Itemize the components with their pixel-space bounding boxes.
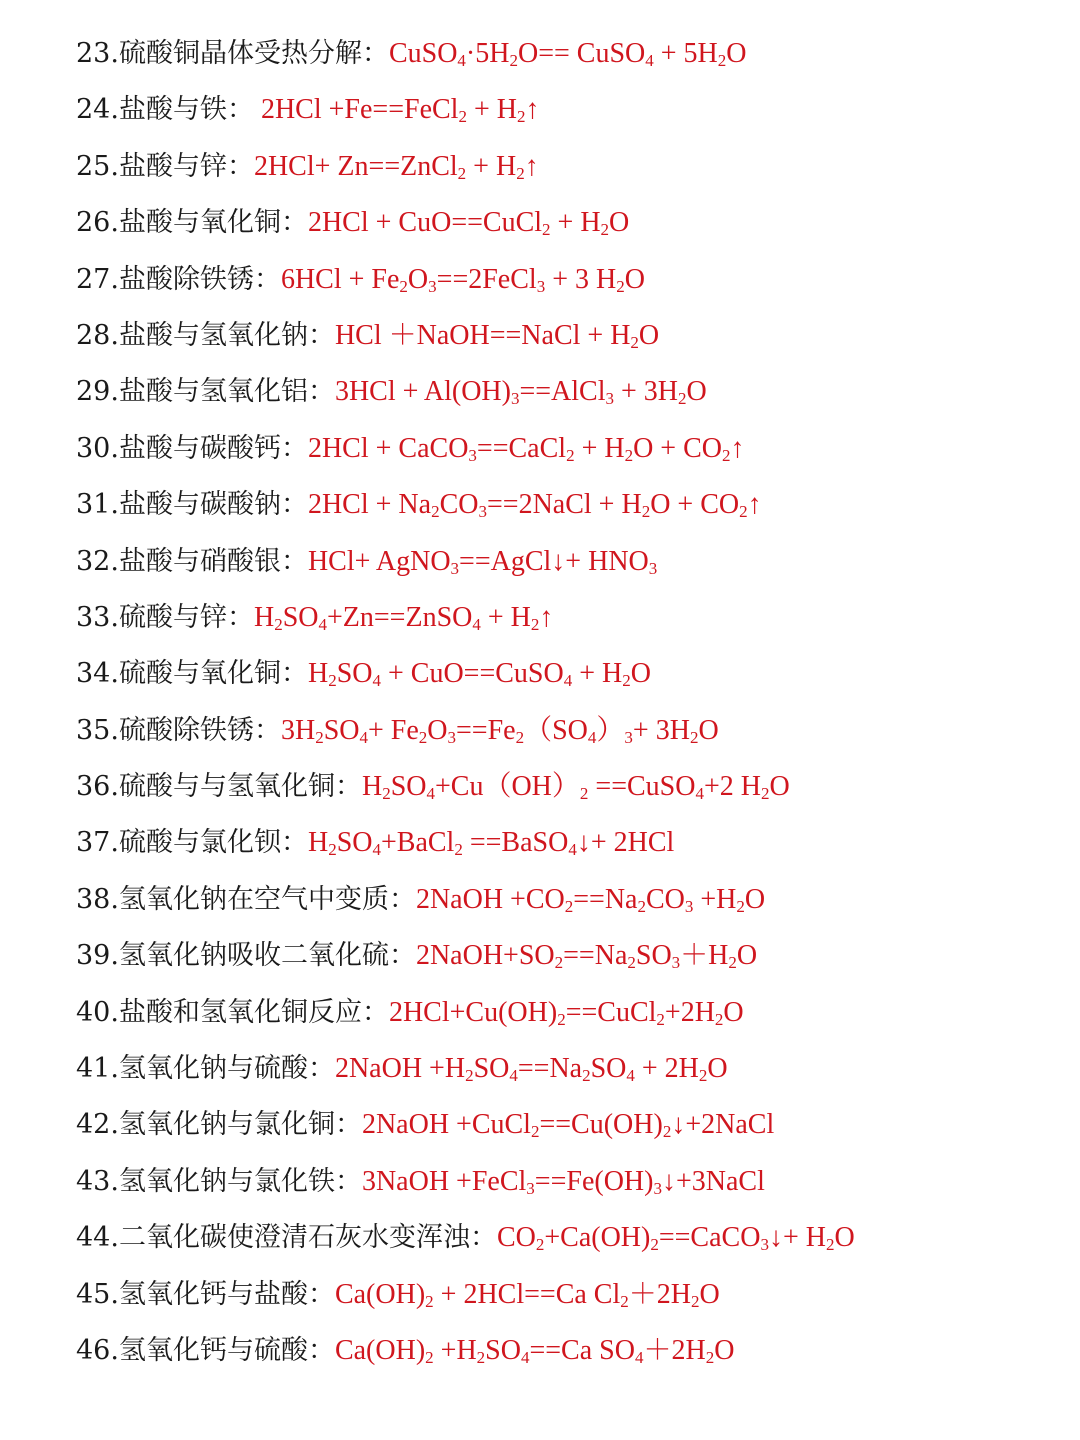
subscript: 4 bbox=[318, 614, 327, 634]
equation-text: ） bbox=[596, 714, 625, 746]
equation-text: ==Na bbox=[573, 883, 638, 915]
reaction-label: 23.硫酸铜晶体受热分解： bbox=[76, 38, 389, 69]
subscript: 2 bbox=[620, 1291, 629, 1311]
subscript: 2 bbox=[736, 896, 745, 916]
subscript: 2 bbox=[705, 1347, 715, 1367]
equation-text: 2NaOH +CO bbox=[415, 883, 565, 915]
reaction-label: 35.硫酸除铁锈： bbox=[76, 714, 281, 746]
equation-text: 2HCl + Na bbox=[307, 489, 432, 521]
chemical-equation bbox=[389, 997, 744, 1028]
subscript: 2 bbox=[624, 445, 634, 465]
equation-row bbox=[76, 763, 1066, 819]
subscript: 2 bbox=[630, 332, 639, 352]
equation-text: +BaCl bbox=[380, 827, 455, 859]
equation-text: +Zn==ZnSO bbox=[326, 601, 473, 633]
subscript: 2 bbox=[641, 502, 651, 522]
equation-text: + Fe bbox=[367, 714, 419, 746]
subscript: 3 bbox=[468, 445, 477, 465]
reaction-label: 37.硫酸与氯化钡： bbox=[76, 827, 308, 859]
equation-row bbox=[76, 989, 1066, 1045]
subscript: 2 bbox=[476, 1347, 486, 1367]
equation-text: ↓+ 2HCl bbox=[576, 827, 675, 859]
reaction-label: 24.盐酸与铁： bbox=[76, 94, 254, 126]
subscript: 2 bbox=[315, 727, 324, 747]
equation-text: ↑ bbox=[747, 489, 762, 521]
subscript: 3 bbox=[510, 389, 520, 409]
equation-row bbox=[76, 932, 1066, 988]
equation-text: CO bbox=[439, 489, 479, 521]
equation-row bbox=[76, 1158, 1066, 1214]
subscript: 3 bbox=[450, 558, 460, 578]
equation-text: ==CaCO bbox=[658, 1222, 761, 1254]
reaction-label: 29.盐酸与氢氧化铝： bbox=[76, 376, 335, 408]
equation-text: ==CuCl bbox=[565, 996, 657, 1028]
equation-text: ↓+ H bbox=[768, 1222, 826, 1254]
equation-text: + H bbox=[550, 207, 601, 239]
equation-text: 2HCl + CaCO bbox=[307, 432, 469, 464]
equation-text: SO bbox=[336, 658, 373, 690]
equation-text: SO bbox=[473, 1053, 510, 1085]
equation-text: HCl+ AgNO bbox=[307, 545, 451, 577]
equation-text: + 3H bbox=[614, 376, 679, 408]
equation-text: CO bbox=[645, 883, 685, 915]
equation-text: CuSO bbox=[388, 38, 458, 69]
subscript: 4 bbox=[457, 51, 466, 70]
equation-text: + H bbox=[466, 94, 517, 126]
reaction-label: 44.二氧化碳使澄清石灰水变浑浊： bbox=[76, 1222, 497, 1254]
subscript: 2 bbox=[722, 445, 731, 465]
subscript: 2 bbox=[457, 163, 467, 183]
equation-text: 2NaOH +H bbox=[334, 1053, 466, 1085]
equation-text: ==CaCl bbox=[476, 432, 567, 464]
subscript: 2 bbox=[328, 671, 337, 691]
equation-text: O + CO bbox=[650, 489, 740, 521]
equation-text: ＋H bbox=[680, 940, 729, 972]
equation-row bbox=[76, 650, 1066, 706]
equation-text: + H bbox=[574, 432, 625, 464]
equation-text: SO bbox=[282, 601, 319, 633]
subscript: 2 bbox=[582, 1066, 591, 1086]
subscript: 2 bbox=[274, 614, 283, 634]
equation-text: ＋2H bbox=[628, 1278, 691, 1310]
subscript: 4 bbox=[509, 1066, 518, 1086]
equation-row bbox=[76, 143, 1066, 199]
subscript: 2 bbox=[425, 1291, 434, 1311]
chemical-equation bbox=[254, 151, 539, 182]
equation-text: SO bbox=[635, 940, 672, 972]
equation-text: SO bbox=[590, 1053, 627, 1085]
subscript: 4 bbox=[568, 840, 577, 860]
equation-row bbox=[76, 1271, 1066, 1327]
equation-text: H bbox=[307, 827, 329, 859]
equation-text: O bbox=[723, 996, 744, 1028]
subscript: 2 bbox=[600, 220, 610, 240]
subscript: 4 bbox=[695, 784, 704, 804]
equation-text: ==AgCl↓+ HNO bbox=[459, 545, 649, 577]
equation-text: + 5H bbox=[653, 38, 718, 69]
reaction-label: 42.氢氧化钠与氯化铜： bbox=[76, 1109, 362, 1141]
subscript: 2 bbox=[627, 953, 636, 973]
equation-text: SO bbox=[336, 827, 373, 859]
equation-text: ==2FeCl bbox=[436, 263, 537, 295]
equation-row bbox=[76, 538, 1066, 594]
equation-text: Ca(OH) bbox=[334, 1334, 426, 1366]
chemical-equation bbox=[308, 546, 657, 577]
equation-text: O bbox=[744, 883, 766, 915]
equation-text: + 3H bbox=[632, 714, 690, 746]
equation-text: 3NaOH +FeCl bbox=[361, 1165, 527, 1197]
equation-text: CO bbox=[496, 1222, 536, 1254]
equation-text: +Cu（OH） bbox=[434, 771, 580, 803]
subscript: 2 bbox=[656, 1009, 665, 1029]
equation-text: ==Fe bbox=[456, 714, 516, 746]
equation-text: O bbox=[769, 771, 790, 803]
chemical-equation bbox=[335, 376, 707, 407]
chemical-equation bbox=[254, 94, 540, 125]
subscript: 2 bbox=[728, 953, 737, 973]
equation-text: ↑ bbox=[524, 150, 539, 182]
chemical-equation bbox=[389, 38, 747, 69]
chemical-equation bbox=[254, 602, 553, 633]
equation-text: O bbox=[427, 714, 448, 746]
subscript: 3 bbox=[605, 389, 615, 409]
subscript: 3 bbox=[624, 727, 633, 747]
subscript: 4 bbox=[634, 1347, 644, 1367]
subscript: 4 bbox=[472, 614, 481, 634]
equation-text: O bbox=[707, 1053, 728, 1085]
chemical-equation bbox=[308, 207, 629, 238]
equation-row bbox=[76, 368, 1066, 424]
subscript: 4 bbox=[563, 671, 573, 691]
equation-text: + 2HCl==Ca Cl bbox=[433, 1278, 621, 1310]
reaction-label: 28.盐酸与氢氧化钠： bbox=[76, 319, 335, 351]
equation-text: O bbox=[638, 319, 660, 351]
reaction-label: 43.氢氧化钠与氯化铁： bbox=[76, 1165, 362, 1197]
equation-text: ==Na bbox=[563, 940, 628, 972]
equation-text: + CuO==CuSO bbox=[380, 658, 564, 690]
subscript: 2 bbox=[825, 1235, 835, 1255]
equation-text: + H bbox=[466, 150, 517, 182]
subscript: 2 bbox=[509, 51, 518, 70]
subscript: 2 bbox=[465, 1066, 474, 1086]
subscript: 3 bbox=[648, 558, 658, 578]
equation-text: + H bbox=[480, 601, 531, 633]
subscript: 2 bbox=[662, 1122, 672, 1142]
equation-text: （SO bbox=[524, 714, 588, 746]
equation-text: O bbox=[726, 38, 747, 69]
subscript: 2 bbox=[516, 163, 525, 183]
chemical-equation bbox=[362, 1109, 774, 1140]
subscript: 2 bbox=[739, 502, 748, 522]
chemical-equation bbox=[308, 658, 651, 689]
subscript: 2 bbox=[515, 727, 525, 747]
equation-row bbox=[76, 481, 1066, 537]
equation-text: ==2NaCl + H bbox=[486, 489, 642, 521]
chemical-equation bbox=[335, 320, 659, 351]
equation-text: 6HCl + Fe bbox=[280, 263, 400, 295]
subscript: 2 bbox=[530, 614, 540, 634]
chemical-equation bbox=[362, 771, 790, 802]
subscript: 2 bbox=[557, 1009, 566, 1029]
equation-text: ==Ca SO bbox=[529, 1334, 635, 1366]
equation-text: 3HCl + Al(OH) bbox=[334, 376, 511, 408]
equation-text: +2H bbox=[664, 996, 715, 1028]
reaction-label: 31.盐酸与碳酸钠： bbox=[76, 489, 308, 521]
subscript: 2 bbox=[616, 276, 625, 296]
chemical-equation bbox=[308, 433, 745, 464]
equation-text: H bbox=[307, 658, 329, 690]
subscript: 2 bbox=[399, 276, 408, 296]
chemical-equation bbox=[335, 1279, 720, 1310]
chemical-equation bbox=[335, 1053, 728, 1084]
equation-row bbox=[76, 1045, 1066, 1101]
subscript: 2 bbox=[516, 107, 526, 127]
subscript: 3 bbox=[447, 727, 457, 747]
equation-text: O + CO bbox=[633, 432, 722, 464]
subscript: 3 bbox=[428, 276, 437, 296]
chemical-equation bbox=[308, 827, 674, 858]
chemical-equation bbox=[308, 489, 762, 520]
equation-text: O bbox=[630, 658, 651, 690]
equation-row bbox=[76, 256, 1066, 312]
subscript: 2 bbox=[382, 784, 391, 804]
reaction-label: 34.硫酸与氧化铜： bbox=[76, 658, 308, 690]
equation-text: Ca(OH) bbox=[334, 1278, 426, 1310]
equation-text: O bbox=[686, 376, 707, 408]
chemical-equation bbox=[335, 1335, 734, 1366]
equation-text: +2 H bbox=[703, 771, 761, 803]
equation-row bbox=[76, 594, 1066, 650]
equation-list bbox=[76, 30, 1066, 1383]
chemical-equation bbox=[362, 1166, 765, 1197]
subscript: 4 bbox=[520, 1347, 530, 1367]
equation-text: SO bbox=[485, 1334, 521, 1366]
subscript: 3 bbox=[684, 896, 694, 916]
subscript: 4 bbox=[372, 671, 381, 691]
equation-text: + 2H bbox=[634, 1053, 699, 1085]
equation-text: ==BaSO bbox=[462, 827, 569, 859]
equation-text: 2NaOH +CuCl bbox=[361, 1109, 531, 1141]
subscript: 2 bbox=[579, 784, 589, 804]
subscript: 3 bbox=[671, 953, 681, 973]
equation-row bbox=[76, 425, 1066, 481]
equation-text: +Ca(OH) bbox=[544, 1222, 651, 1254]
equation-row bbox=[76, 312, 1066, 368]
subscript: 2 bbox=[425, 1347, 434, 1367]
equation-text: HCl ＋NaOH==NaCl + H bbox=[334, 319, 631, 351]
subscript: 4 bbox=[587, 727, 597, 747]
equation-text: ·5H bbox=[465, 38, 510, 69]
equation-text: 2NaOH+SO bbox=[415, 940, 555, 972]
reaction-label: 26.盐酸与氧化铜： bbox=[76, 207, 308, 239]
subscript: 3 bbox=[760, 1235, 769, 1255]
equation-row bbox=[76, 819, 1066, 875]
reaction-label: 32.盐酸与硝酸银： bbox=[76, 545, 308, 577]
equation-text: + 3 H bbox=[545, 263, 617, 295]
subscript: 2 bbox=[542, 220, 551, 240]
subscript: 2 bbox=[458, 107, 467, 127]
subscript: 2 bbox=[622, 671, 631, 691]
reaction-label: 40.盐酸和氢氧化铜反应： bbox=[76, 996, 389, 1028]
reaction-label: 30.盐酸与碳酸钙： bbox=[76, 432, 308, 464]
subscript: 3 bbox=[653, 1178, 662, 1198]
subscript: 4 bbox=[426, 784, 435, 804]
reaction-label: 38.氢氧化钠在空气中变质： bbox=[76, 883, 416, 915]
equation-row bbox=[76, 30, 1066, 86]
equation-row bbox=[76, 86, 1066, 142]
equation-text: H bbox=[253, 601, 275, 633]
equation-text: O bbox=[699, 1278, 720, 1310]
equation-text: 2HCl+Cu(OH) bbox=[388, 996, 558, 1028]
subscript: 2 bbox=[431, 502, 440, 522]
equation-text: ↓+2NaCl bbox=[671, 1109, 775, 1141]
equation-text: +H bbox=[433, 1334, 477, 1366]
equation-row bbox=[76, 707, 1066, 763]
equation-text: 2HCl + CuO==CuCl bbox=[307, 207, 543, 239]
equation-row bbox=[76, 199, 1066, 255]
subscript: 3 bbox=[536, 276, 546, 296]
subscript: 2 bbox=[689, 727, 699, 747]
equation-text: O bbox=[736, 940, 758, 972]
chemical-equation bbox=[416, 940, 757, 971]
reaction-label: 27.盐酸除铁锈： bbox=[76, 263, 281, 295]
reaction-label: 39.氢氧化钠吸收二氧化硫： bbox=[76, 940, 416, 972]
subscript: 4 bbox=[372, 840, 381, 860]
reaction-label: 36.硫酸与与氢氧化铜： bbox=[76, 771, 362, 803]
equation-text: ＋2H bbox=[643, 1334, 706, 1366]
subscript: 2 bbox=[535, 1235, 545, 1255]
equation-text: + H bbox=[572, 658, 623, 690]
subscript: 3 bbox=[478, 502, 487, 522]
equation-text: 2HCl +Fe==FeCl bbox=[253, 94, 459, 126]
equation-row bbox=[76, 1101, 1066, 1157]
chemical-equation bbox=[281, 264, 645, 295]
subscript: 3 bbox=[526, 1178, 535, 1198]
subscript: 2 bbox=[454, 840, 463, 860]
equation-text: O bbox=[834, 1222, 855, 1254]
subscript: 4 bbox=[359, 727, 368, 747]
equation-text: ↑ bbox=[730, 432, 745, 464]
subscript: 4 bbox=[645, 51, 654, 70]
chemical-equation bbox=[416, 884, 765, 915]
subscript: 2 bbox=[698, 1066, 708, 1086]
subscript: 2 bbox=[691, 1291, 700, 1311]
subscript: 2 bbox=[714, 1009, 724, 1029]
equation-text: +H bbox=[693, 883, 737, 915]
subscript: 2 bbox=[328, 840, 337, 860]
equation-text: ↑ bbox=[525, 94, 540, 126]
reaction-label: 46.氢氧化钙与硫酸： bbox=[76, 1334, 335, 1366]
chemical-equation bbox=[497, 1222, 855, 1253]
equation-text: O bbox=[698, 714, 719, 746]
reaction-label: 41.氢氧化钠与硫酸： bbox=[76, 1053, 335, 1085]
equation-text: ==Na bbox=[517, 1053, 583, 1085]
equation-text: ==Fe(OH) bbox=[534, 1165, 654, 1197]
subscript: 2 bbox=[418, 727, 428, 747]
equation-text: ==AlCl bbox=[519, 376, 606, 408]
equation-text: ==Cu(OH) bbox=[539, 1109, 663, 1141]
equation-text: O bbox=[624, 263, 645, 295]
equation-row bbox=[76, 876, 1066, 932]
reaction-label: 33.硫酸与锌： bbox=[76, 601, 254, 633]
subscript: 2 bbox=[678, 389, 687, 409]
equation-text: 2HCl+ Zn==ZnCl bbox=[253, 150, 458, 182]
chemical-equation bbox=[281, 715, 719, 746]
reaction-label: 45.氢氧化钙与盐酸： bbox=[76, 1278, 335, 1310]
equation-text: O bbox=[714, 1334, 735, 1366]
equation-text: ↑ bbox=[539, 601, 554, 633]
subscript: 2 bbox=[717, 51, 727, 70]
equation-text: ==CuSO bbox=[588, 771, 696, 803]
equation-text: SO bbox=[390, 771, 427, 803]
equation-text: H bbox=[361, 771, 383, 803]
subscript: 2 bbox=[554, 953, 564, 973]
subscript: 2 bbox=[530, 1122, 540, 1142]
subscript: 2 bbox=[564, 896, 574, 916]
equation-text: O bbox=[407, 263, 429, 295]
equation-row bbox=[76, 1327, 1066, 1383]
reaction-label: 25.盐酸与锌： bbox=[76, 150, 254, 182]
equation-row bbox=[76, 1214, 1066, 1270]
equation-text: O bbox=[609, 207, 630, 239]
equation-text: SO bbox=[323, 714, 360, 746]
equation-text: 3H bbox=[280, 714, 316, 746]
subscript: 2 bbox=[566, 445, 575, 465]
subscript: 2 bbox=[650, 1235, 659, 1255]
subscript: 2 bbox=[637, 896, 646, 916]
equation-text: ↓+3NaCl bbox=[661, 1165, 765, 1197]
subscript: 4 bbox=[626, 1066, 635, 1086]
subscript: 2 bbox=[760, 784, 770, 804]
equation-text: O== CuSO bbox=[517, 38, 646, 69]
